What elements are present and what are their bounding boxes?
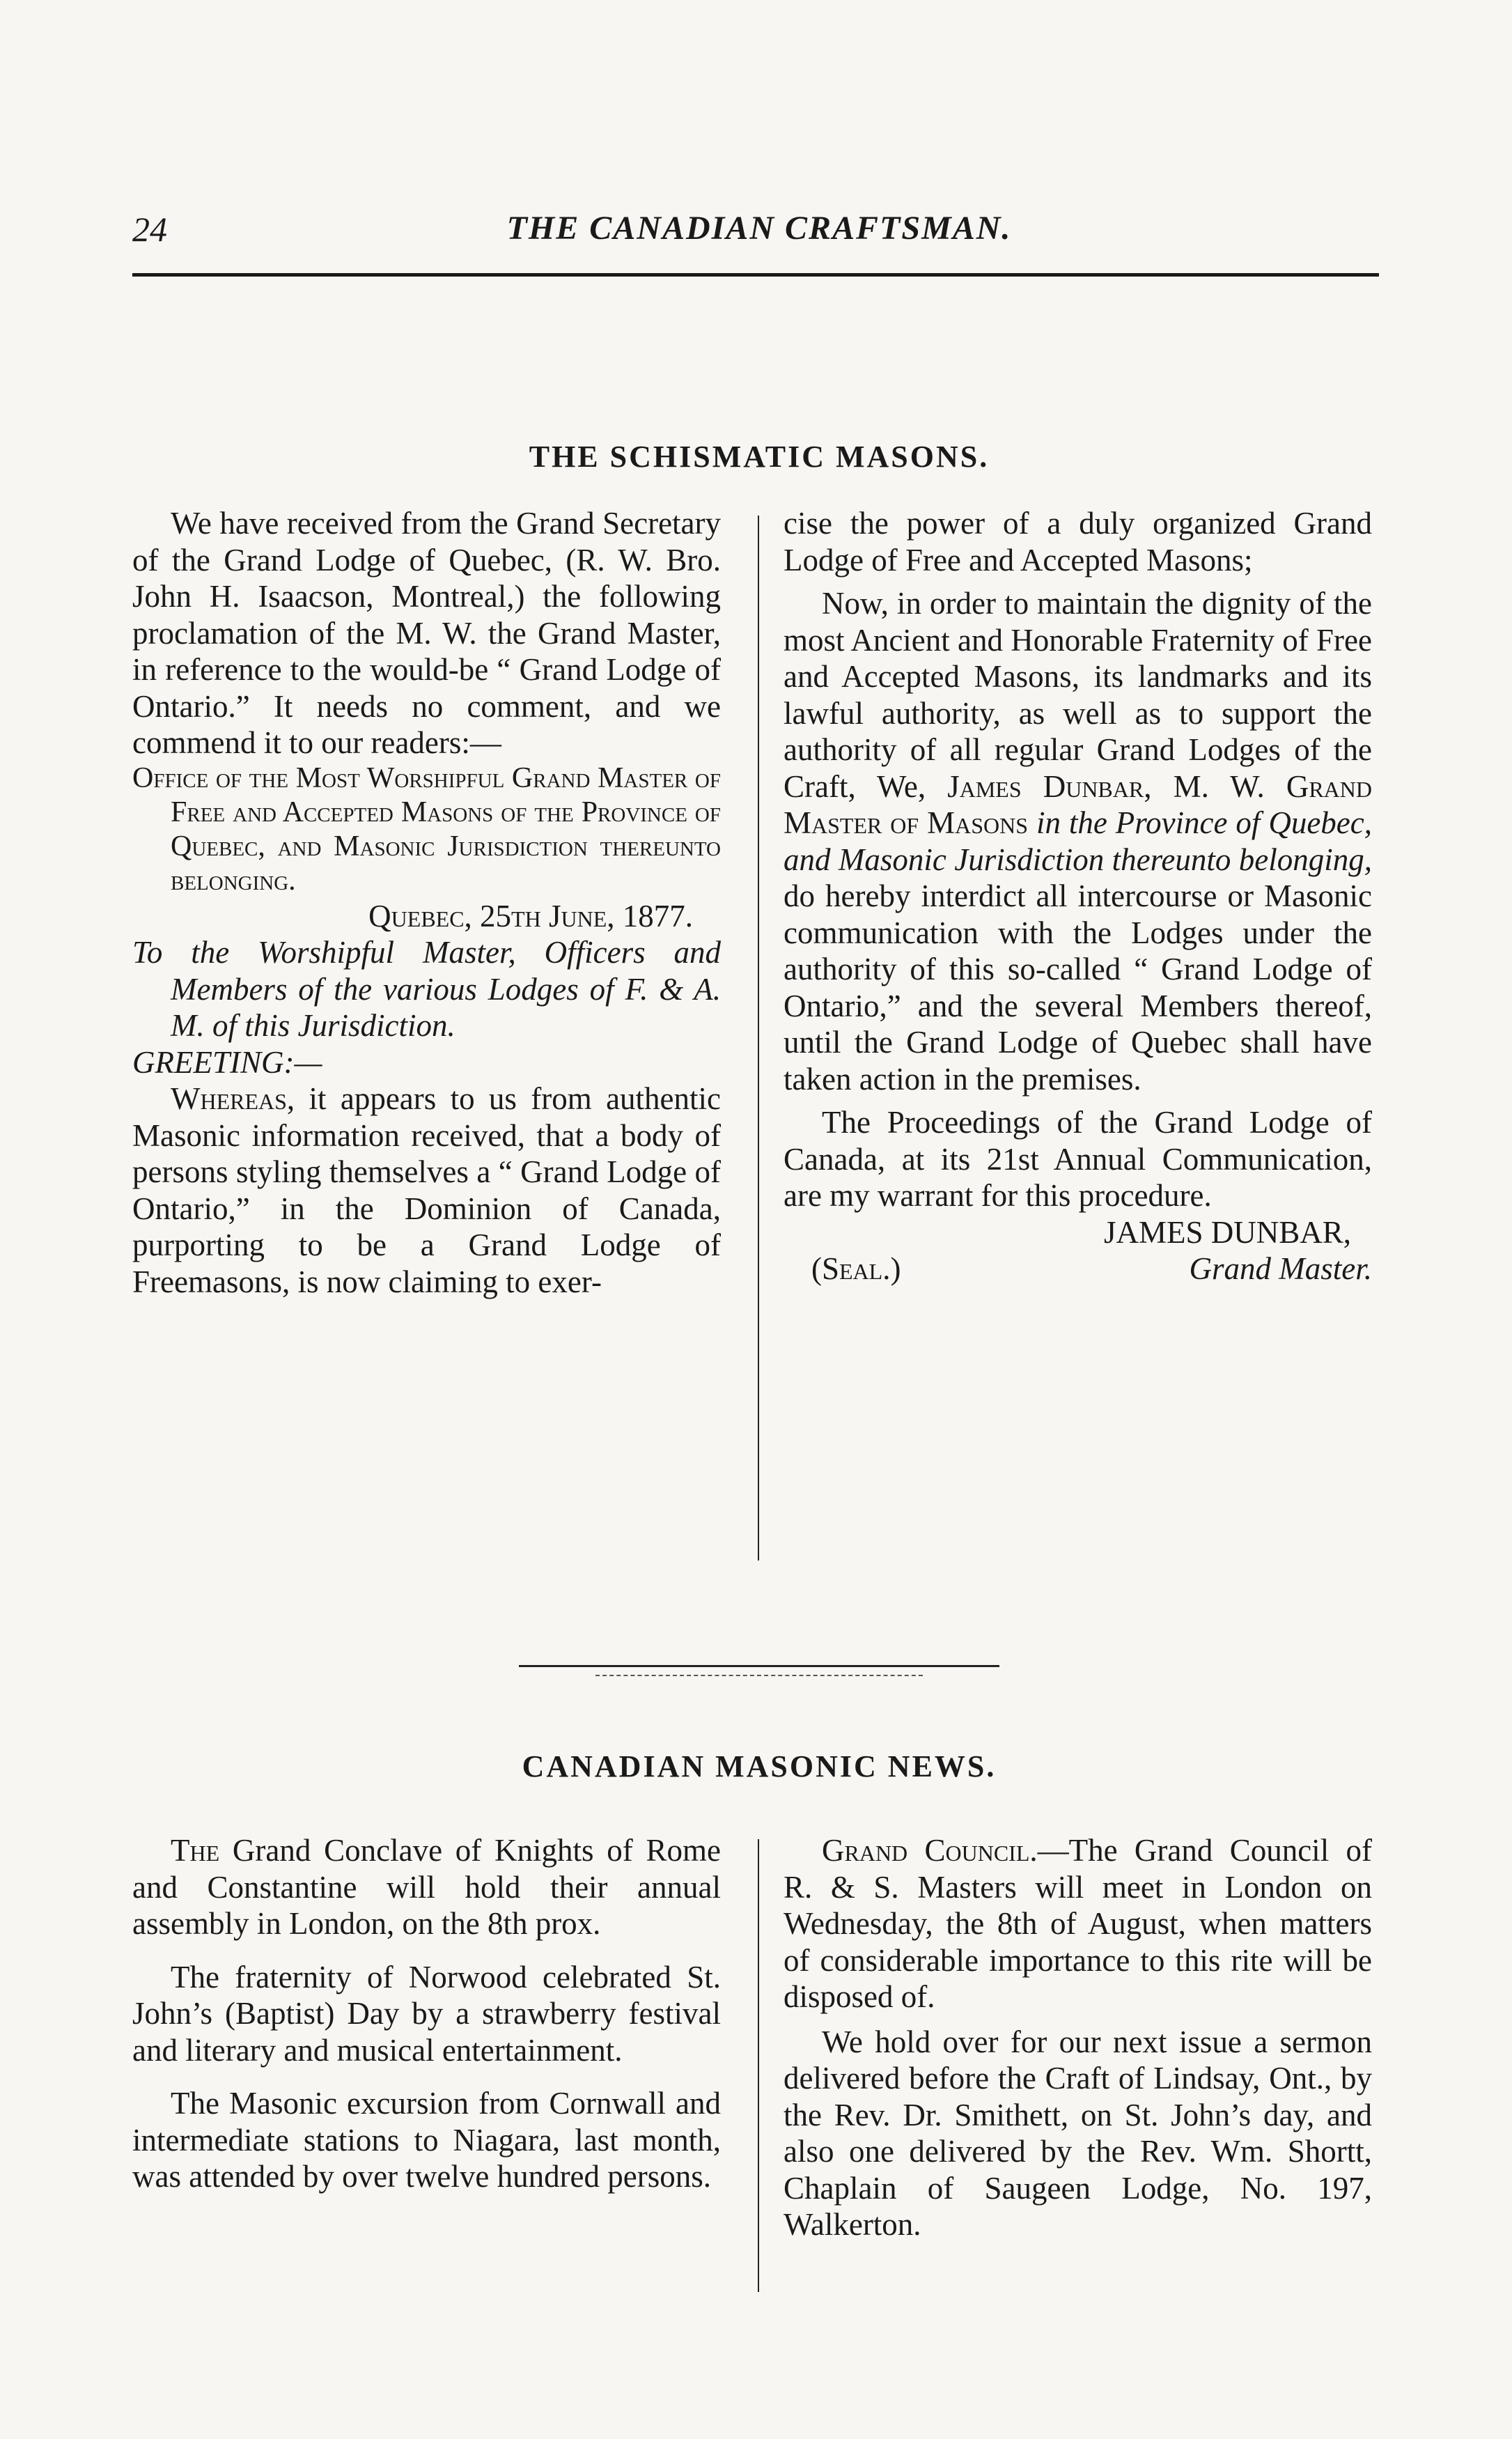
proceedings-paragraph: The Proceedings of the Grand Lodge of Canada, at its 21st Annual Communication, are my warrant for this procedure.	[784, 1105, 1372, 1213]
article2-left-column	[132, 1832, 721, 2195]
news-paragraph: The Grand Conclave of Knights of Rome and Constantine will hold their annual assembly in London, on the 8th prox.	[132, 1833, 721, 1941]
news-paragraph: We hold over for our next issue a sermon delivered before the Craft of Lindsay, Ont., by the Rev. Dr. Smithett, on St. John’s day, and also one delivered by the Rev. Wm. Shortt, Chaplain of Saugeen Lodge, No. 197, Walkerton.	[784, 2024, 1372, 2242]
article1-left-column	[132, 505, 721, 1300]
column-rule	[758, 1839, 759, 2292]
page	[132, 0, 1386, 2439]
address-line: To the Worshipful Master, Officers and Members of the various Lodges of F. & A. M. of this Jurisdiction.	[132, 935, 721, 1043]
signature-name: JAMES DUNBAR,	[1103, 1214, 1351, 1250]
continuation-paragraph: cise the power of a duly organized Grand Lodge of Free and Accepted Masons;	[784, 506, 1372, 578]
whereas-paragraph: Whereas, it appears to us from authentic Masonic information received, that a body of persons styling themselves a “ Grand Lodge of Ontario,” in the Dominion of Canada, purporting to be a Grand Lodge of Freemasons, is now claiming to exer-	[132, 1081, 721, 1299]
article-title-canadian-masonic-news: CANADIAN MASONIC NEWS.	[522, 1749, 997, 1783]
signature-row	[784, 1251, 1372, 1287]
news-paragraph: The fraternity of Norwood celebrated St. John’s (Baptist) Day by a strawberry festival and literary and musical entertainment.	[132, 1959, 721, 2068]
now-paragraph: Now, in order to maintain the dignity of the most Ancient and Honorable Fraternity of Free and Accepted Masons, its landmarks and its lawful authority, as well as to support the authority of all regular Grand Lodges of the Craft, We, James Dunbar, M. W. Grand Master of Masons in the Province of Quebec, and Masonic Jurisdiction thereunto belonging, do hereby interdict all intercourse or Masonic communication with the Lodges under the authority of this so-called “ Grand Lodge of Ontario,” and the several Members thereof, until the Grand Lodge of Quebec shall have taken action in the premises.	[784, 586, 1372, 1097]
news-paragraph: The Masonic excursion from Cornwall and intermediate stations to Niagara, last month, was attended by over twelve hundred persons.	[132, 2086, 721, 2194]
column-rule	[758, 516, 759, 1561]
seal-label: (Seal.)	[811, 1251, 901, 1286]
section-divider	[519, 1665, 999, 1680]
page-header	[132, 209, 1386, 251]
header-rule	[132, 273, 1379, 277]
running-title: THE CANADIAN CRAFTSMAN.	[506, 210, 1012, 247]
greeting: GREETING:—	[132, 1044, 322, 1080]
page-number: 24	[132, 210, 167, 249]
intro-paragraph: We have received from the Grand Secretary of the Grand Lodge of Quebec, (R. W. Bro. John H. Isaacson, Montreal,) the following proclamation of the M. W. the Grand Master, in reference to the would-be “ Grand Lodge of Ontario.” It needs no comment, and we commend it to our readers:—	[132, 506, 721, 760]
proclamation-heading: Office of the Most Worshipful Grand Master of Free and Accepted Masons of the Province of Quebec, and Masonic Jurisdiction thereunto belonging.	[132, 761, 721, 897]
article1-right-column	[784, 505, 1372, 1287]
article-title-schismatic-masons: THE SCHISMATIC MASONS.	[529, 440, 990, 474]
signature-title: Grand Master.	[1189, 1251, 1372, 1286]
article2-right-column	[784, 1832, 1372, 2243]
news-paragraph: Grand Council.—The Grand Council of R. & S. Masters will meet in London on Wednesday, the 8th of August, when matters of considerable importance to this rite will be disposed of.	[784, 1833, 1372, 2014]
dateline: Quebec, 25th June, 1877.	[368, 898, 693, 934]
